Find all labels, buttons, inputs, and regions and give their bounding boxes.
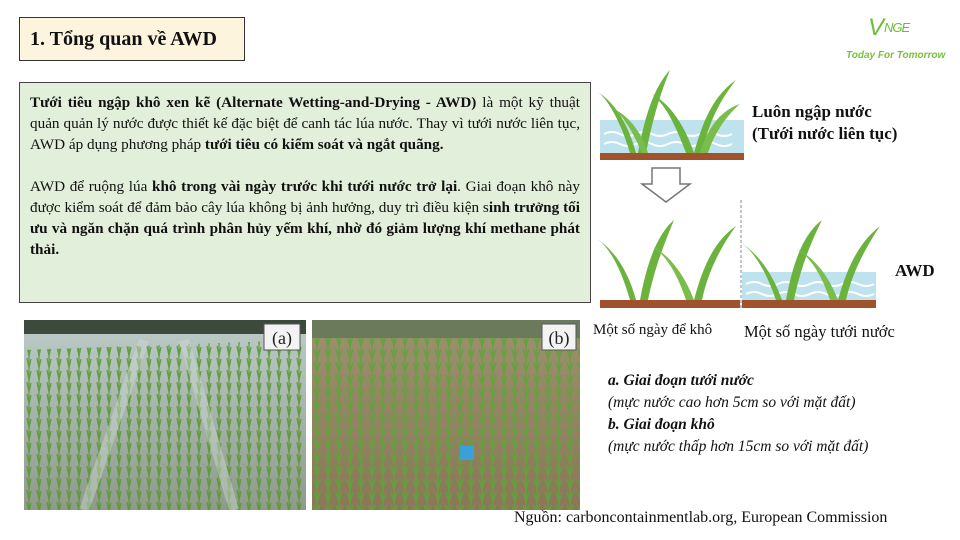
wet-days-caption: Một số ngày tưới nước — [744, 322, 895, 341]
legend-a-desc: (mực nước cao hơn 5cm so với mặt đất) — [608, 394, 856, 411]
awd-diagram — [590, 60, 890, 320]
photo-flooded-paddy — [24, 320, 306, 510]
photo-label-a: (a) — [272, 328, 292, 348]
awd-description-box — [19, 82, 591, 303]
logo-tagline: Today For Tomorrow — [846, 50, 946, 61]
legend-b-desc: (mực nước thấp hơn 15cm so với mặt đất) — [608, 438, 869, 455]
down-arrow-icon — [642, 168, 690, 202]
awd-label: AWD — [895, 261, 935, 280]
legend-b-title: b. Giai đoạn khô — [608, 416, 715, 433]
paragraph-mechanism: AWD để ruộng lúa khô trong vài ngày trước khi tưới nước trở lại. Giai đoạn khô này được kiểm soát để đảm bảo cây lúa không bị ảnh hưởng, duy trì điều kiện sinh trưởng tối ưu và ngăn chặn quá trình phân hủy yếm khí, nhờ đó giảm lượng khí methane phát thải. — [30, 178, 580, 258]
awd-illustration — [596, 200, 880, 308]
photo-label-b: (b) — [548, 328, 570, 348]
logo-mark: VNGE — [868, 14, 910, 41]
stage-legend — [608, 370, 868, 458]
slide-title: 1. Tổng quan về AWD — [19, 17, 245, 61]
source-citation: Nguồn: carboncontainmentlab.org, European Commission — [514, 509, 888, 526]
vnge-logo — [840, 14, 950, 64]
paragraph-definition: Tưới tiêu ngập khô xen kẽ (Alternate Wetting-and-Drying - AWD) là một kỹ thuật quản quản lý nước được thiết kế đặc biệt để canh tác lúa nước. Thay vì tưới nước liên tục, AWD áp dụng phương pháp tưới tiêu có kiểm soát và ngắt quãng. — [30, 94, 580, 153]
continuous-flooding-illustration — [598, 70, 744, 160]
photo-dry-paddy — [312, 320, 580, 510]
dry-days-caption: Một số ngày để khô — [593, 322, 713, 338]
continuous-flooding-label: Luôn ngập nước (Tưới nước liên tục) — [752, 102, 898, 143]
legend-a-title: a. Giai đoạn tưới nước — [608, 372, 754, 389]
